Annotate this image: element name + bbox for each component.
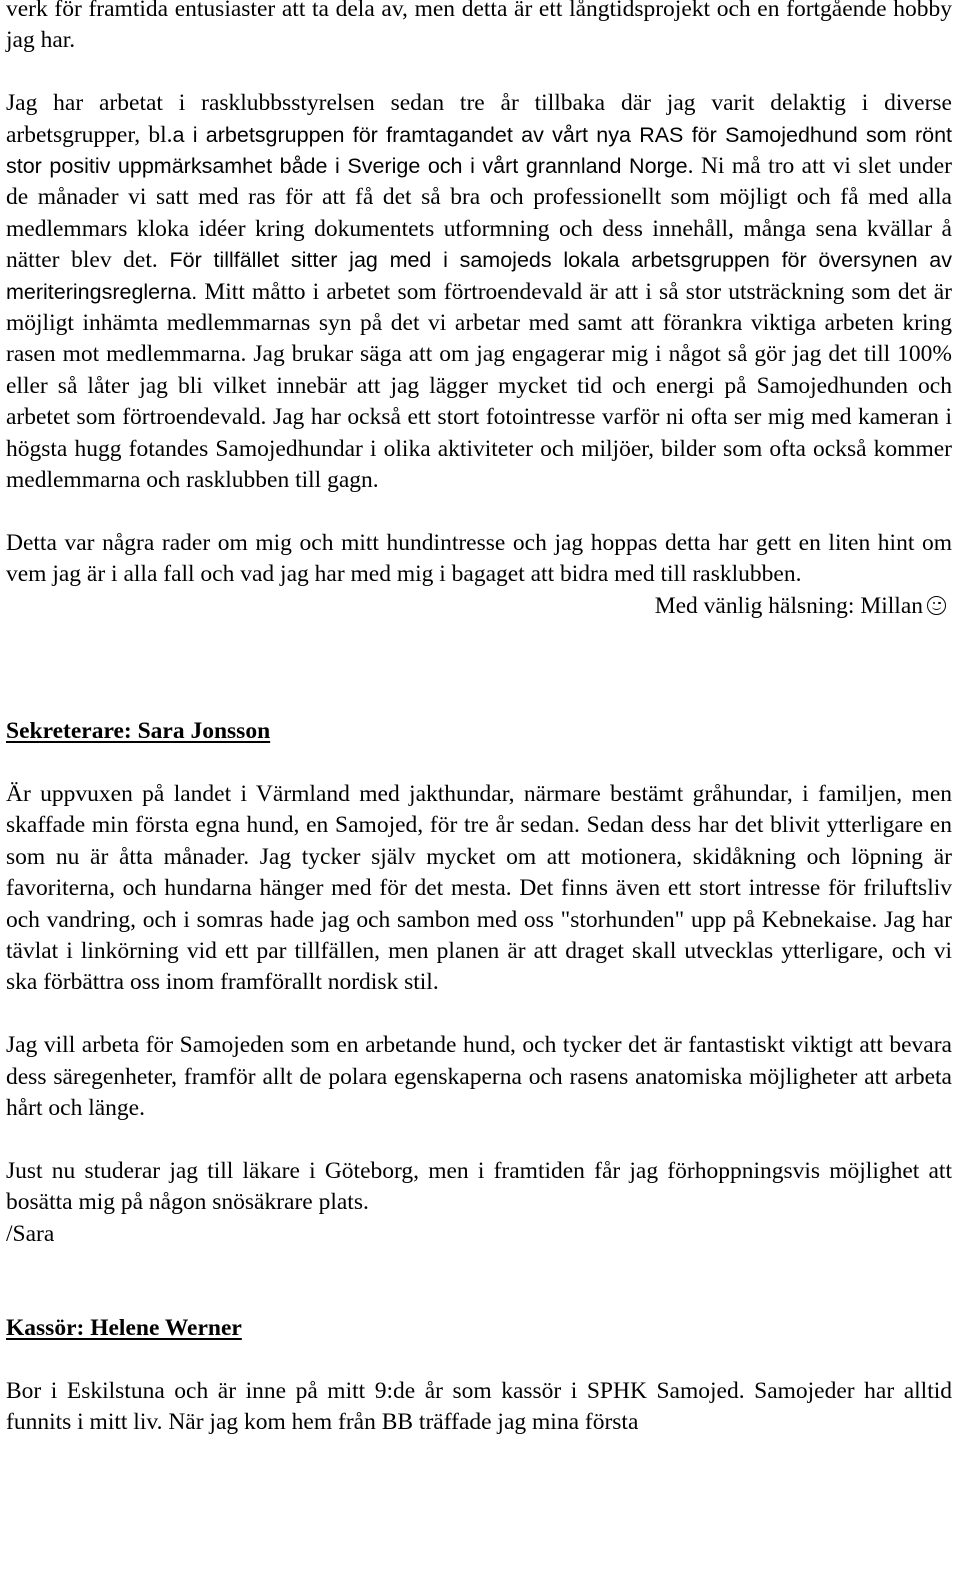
spacer <box>6 496 952 527</box>
spacer <box>6 57 952 88</box>
signoff <box>6 591 952 622</box>
section-heading: Sekreterare: Sara Jonsson <box>6 718 271 745</box>
document-page <box>6 0 952 1438</box>
spacer <box>6 999 952 1030</box>
text-run: Jag har arbetat i rasklubbsstyrelsen sedan tre år tillbaka där jag varit delaktig i diverse arbetsgrupper, bl. <box>6 90 952 148</box>
spacer <box>6 622 952 716</box>
smiley-icon <box>927 596 946 615</box>
text-run: För tillfället sitter jag med i samojeds lokala arbetsgruppen för översynen av meriteringsreglerna. <box>6 248 952 304</box>
paragraph: Just nu studerar jag till läkare i Göteborg, men i framtiden får jag förhoppningsvis möjlighet att bosätta mig på någon snösäkrare plats. <box>6 1157 952 1216</box>
spacer <box>6 748 952 779</box>
paragraph: Är uppvuxen på landet i Värmland med jakthundar, närmare bestämt gråhundar, i familjen, men skaffade min första egna hund, en Samojed, för tre år sedan. Sedan dess har det blivit ytterligare en som nu är åtta månader. Jag tycker själv mycket om att motionera, skidåkning och löpning är favoriterna, och hundarna hänger med för det mesta. Det finns även ett stort intresse för friluftsliv och vandring, och i somras hade jag och sambon med oss "storhunden" upp på Kebnekaise. Jag har tävlat i linkörning vid ett par tillfällen, men planen är att draget skall utvecklas ytterligare, och vi ska förbättra oss inom framförallt nordisk stil. <box>6 780 952 996</box>
signature: /Sara <box>6 1220 55 1247</box>
spacer <box>6 1250 952 1313</box>
text-run: . Ni må tro att vi slet under de månader vi satt med ras för att få det så bra och professionellt som möjligt och få med alla medlemmars kloka idéer kring dokumentets utformning och dess innehåll, många sena kvällar å nätter blev det. <box>6 153 952 274</box>
text-run: Mitt måtto i arbetet som förtroendevald är att i så stor utsträckning som det är möjligt inhämta medlemmarnas syn på det vi arbetar med samt att förankra viktiga arbeten kring rasen mot medlemmarna. Jag brukar säga att om jag engagerar mig i något så gör jag det till 100% eller så låter jag bli vilket innebär att jag lägger mycket tid och energi på Samojedhunden och arbetet som förtroendevald. Jag har också ett stort fotointresse varför ni ofta ser mig med kameran i högsta hugg fotandes Samojedhundar i olika aktiviteter och miljöer, bilder som ofta också kommer medlemmarna och rasklubben till gagn. <box>6 278 952 494</box>
paragraph: verk för framtida entusiaster att ta dela av, men detta är ett långtidsprojekt och en fortgående hobby jag har. <box>6 0 952 54</box>
paragraph <box>6 88 952 496</box>
section-heading: Kassör: Helene Werner <box>6 1314 242 1341</box>
paragraph: Jag vill arbeta för Samojeden som en arbetande hund, och tycker det är fantastiskt viktigt att bevara dess säregenheter, framför allt de polara egenskaperna och rasens anatomiska möjligheter att arbeta hårt och länge. <box>6 1032 952 1121</box>
paragraph: Detta var några rader om mig och mitt hundintresse och jag hoppas detta har gett en liten hint om vem jag är i alla fall och vad jag har med mig i bagaget att bidra med till rasklubben. <box>6 529 952 588</box>
paragraph: Bor i Eskilstuna och är inne på mitt 9:de år som kassör i SPHK Samojed. Samojeder har alltid funnits i mitt liv. När jag kom hem från BB träffade jag mina första <box>6 1377 952 1435</box>
text-run: a i arbetsgruppen för framtagandet av vårt nya RAS för Samojedhund som rönt stor positiv uppmärksamhet både i Sverige och i vårt grannland Norge <box>6 122 953 179</box>
signoff-text: Med vänlig hälsning: Millan <box>654 592 923 619</box>
spacer <box>6 1344 952 1375</box>
spacer <box>6 1124 952 1155</box>
